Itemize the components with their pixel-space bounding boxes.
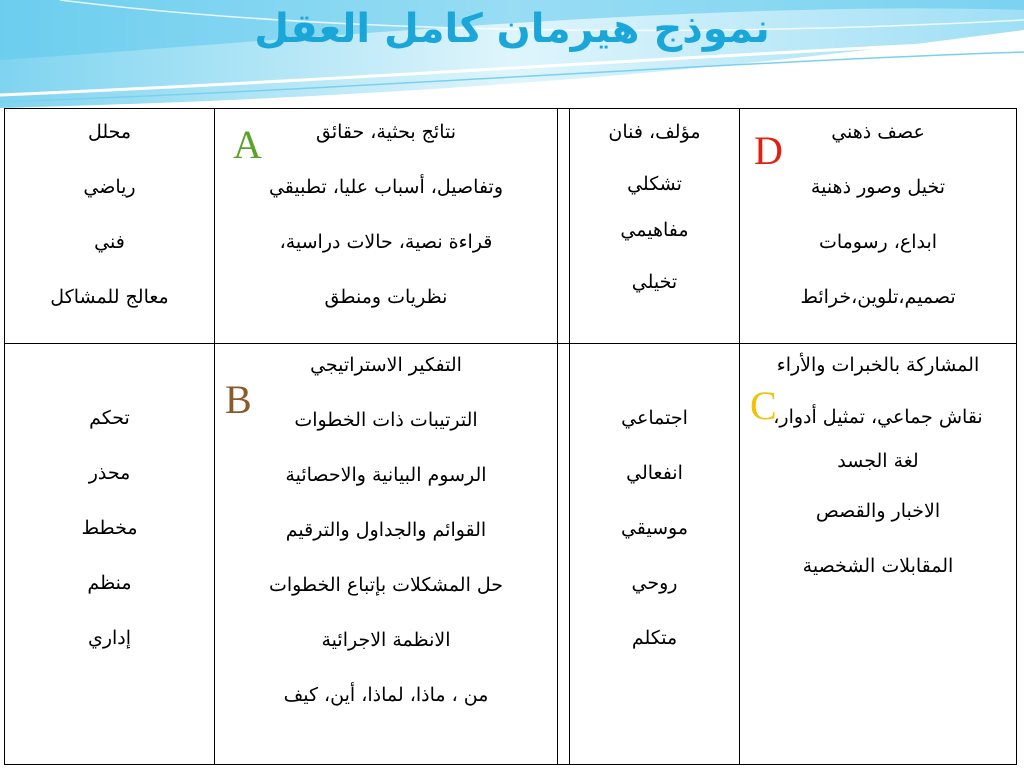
bottom-col2-list — [215, 344, 557, 741]
list-item: التفكير الاستراتيجي — [310, 354, 462, 376]
cell-top-col2 — [215, 109, 558, 344]
table-row-bottom — [5, 344, 1017, 765]
cell-top-col3 — [570, 109, 740, 344]
quadrant-letter-d: D — [754, 128, 783, 173]
center-divider — [558, 344, 570, 765]
list-item: القوائم والجداول والترقيم — [285, 519, 487, 541]
list-item: منظم — [87, 572, 132, 594]
cell-bottom-col4 — [740, 344, 1017, 765]
top-col3-list — [570, 109, 739, 325]
page-title: نموذج هيرمان كامل العقل — [254, 6, 770, 52]
cell-bottom-col3 — [570, 344, 740, 765]
list-item: المقابلات الشخصية — [802, 555, 954, 577]
bottom-col4-list — [740, 344, 1016, 612]
list-item: تخيلي — [631, 271, 678, 293]
hermann-model-table — [4, 108, 1017, 765]
list-item: مفاهيمي — [620, 219, 689, 241]
quadrant-letter-a: A — [233, 122, 262, 167]
list-item: حل المشكلات بإتباع الخطوات — [268, 574, 504, 596]
list-item: عصف ذهني — [831, 121, 925, 143]
cell-bottom-col2 — [215, 344, 558, 765]
list-item: رياضي — [83, 176, 136, 198]
list-item: فني — [94, 231, 125, 253]
list-item: الاخبار والقصص — [815, 500, 941, 522]
list-item: محذر — [88, 462, 131, 484]
list-item: محلل — [87, 121, 132, 143]
list-item: نظريات ومنطق — [324, 286, 448, 308]
list-item: معالج للمشاكل — [50, 286, 169, 308]
top-col1-list — [5, 109, 214, 343]
list-item: إداري — [87, 627, 132, 649]
list-item: اجتماعي — [621, 407, 688, 429]
list-item: مخطط — [81, 517, 138, 539]
cell-top-col4 — [740, 109, 1017, 344]
list-item: موسيقي — [620, 517, 689, 539]
cell-top-col1 — [5, 109, 215, 344]
list-item: متكلم — [631, 627, 678, 649]
top-col2-list — [215, 109, 557, 343]
list-item: نقاش جماعي، تمثيل أدوار، — [773, 406, 983, 428]
list-item: انفعالي — [626, 462, 683, 484]
list-item: تخيل وصور ذهنية — [810, 176, 946, 198]
list-item: المشاركة بالخبرات والأراء — [776, 354, 980, 376]
list-item: تشكلي — [627, 173, 682, 195]
cell-bottom-col1 — [5, 344, 215, 765]
list-item: وتفاصيل، أسباب عليا، تطبيقي — [268, 176, 504, 198]
table-row-top — [5, 109, 1017, 344]
list-item: الانظمة الاجرائية — [321, 629, 451, 651]
quadrant-letter-b: B — [225, 377, 252, 422]
quadrant-letter-c: C — [750, 383, 777, 428]
list-item: قراءة نصية، حالات دراسية، — [279, 231, 493, 253]
bottom-col1-list — [5, 344, 214, 684]
list-item: الرسوم البيانية والاحصائية — [285, 464, 487, 486]
list-item: الترتيبات ذات الخطوات — [294, 409, 478, 431]
list-item: من ، ماذا، لماذا، أين، كيف — [283, 684, 489, 706]
list-item: تحكم — [89, 407, 130, 429]
list-item: نتائج بحثية، حقائق — [315, 121, 457, 143]
list-item: تصميم،تلوين،خرائط — [800, 286, 956, 308]
header-background — [0, 0, 1024, 108]
bottom-col3-list — [570, 344, 739, 684]
list-item: مؤلف، فنان — [608, 121, 701, 143]
list-item: لغة الجسد — [837, 450, 919, 472]
list-item: روحي — [631, 572, 678, 594]
list-item: ابداع، رسومات — [818, 231, 938, 253]
center-divider — [558, 109, 570, 344]
